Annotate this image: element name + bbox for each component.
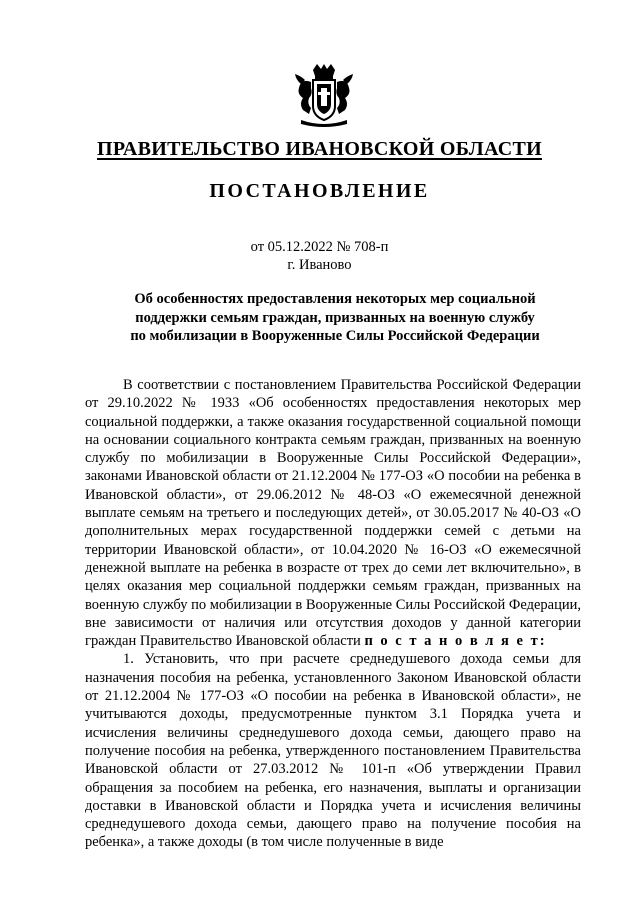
document-type: ПОСТАНОВЛЕНИЕ — [209, 180, 430, 202]
decree-word: п о с т а н о в л я е т: — [364, 633, 547, 650]
document-city: г. Иваново — [287, 257, 352, 273]
document-body — [85, 376, 581, 852]
document-date-number: от 05.12.2022 № 708-п — [250, 239, 389, 255]
title-line-1: Об особенностях предоставления некоторых мер социальной — [134, 291, 536, 307]
preamble-text: В соответствии с постановлением Правительства Российской Федерации от 29.10.2022 № 1933 «Об особенностях предоставления некоторых мер социальной поддержки, а также оказания государственной социальной помощи на основании социального контракта семьям граждан, призванных на военную службу по мобилизации в Вооруженные Силы Российской Федерации», законами Ивановской области от 21.12.2004 № 177-ОЗ «О пособии на ребенка в Ивановской области», от 29.06.2012 № 48-ОЗ «О ежемесячной денежной выплате семьям на третьего и последующих детей», от 30.05.2017 № 40-ОЗ «О дополнительных мерах государственной поддержки семей с детьми на территории Ивановской области», от 10.04.2020 № 16-ОЗ «О ежемесячной денежной выплате на ребенка в возрасте от трех до семи лет включительно», в целях оказания мер социальной поддержки семьям граждан, призванных на военную службу по мобилизации в Вооруженные Силы Российской Федерации, вне зависимости от наличия или отсутствия доходов у данной категории граждан Правительство Ивановской области — [85, 377, 581, 650]
preamble-paragraph — [85, 376, 581, 650]
coat-of-arms-icon — [293, 64, 355, 128]
title-line-2: поддержки семьям граждан, призванных на военную службу — [135, 309, 535, 326]
organization-name — [0, 138, 639, 161]
title-line-3: по мобилизации в Вооруженные Силы Российской Федерации — [130, 328, 540, 344]
document-title — [110, 290, 560, 346]
paragraph-1: 1. Установить, что при расчете среднедушевого дохода семьи для назначения пособия на ребенка, установленного Законом Ивановской области от 21.12.2004 № 177-ОЗ «О пособии на ребенка в Ивановской области», не учитываются доходы, предусмотренные пунктом 3.1 Порядка учета и исчисления величины среднедушевого дохода семьи, дающего право на получение пособия на ребенка, утвержденного постановлением Правительства Ивановской области от 27.03.2012 № 101-п «Об утверждении Правил обращения за пособием на ребенка, его назначения, выплаты и организации доставки в Ивановской области и Порядка учета и исчисления величины среднедушевого дохода семьи, дающего право на получение пособия на ребенка», а также доходы (в том числе полученные в виде — [85, 651, 581, 851]
organization-name-text: ПРАВИТЕЛЬСТВО ИВАНОВСКОЙ ОБЛАСТИ — [97, 138, 542, 160]
